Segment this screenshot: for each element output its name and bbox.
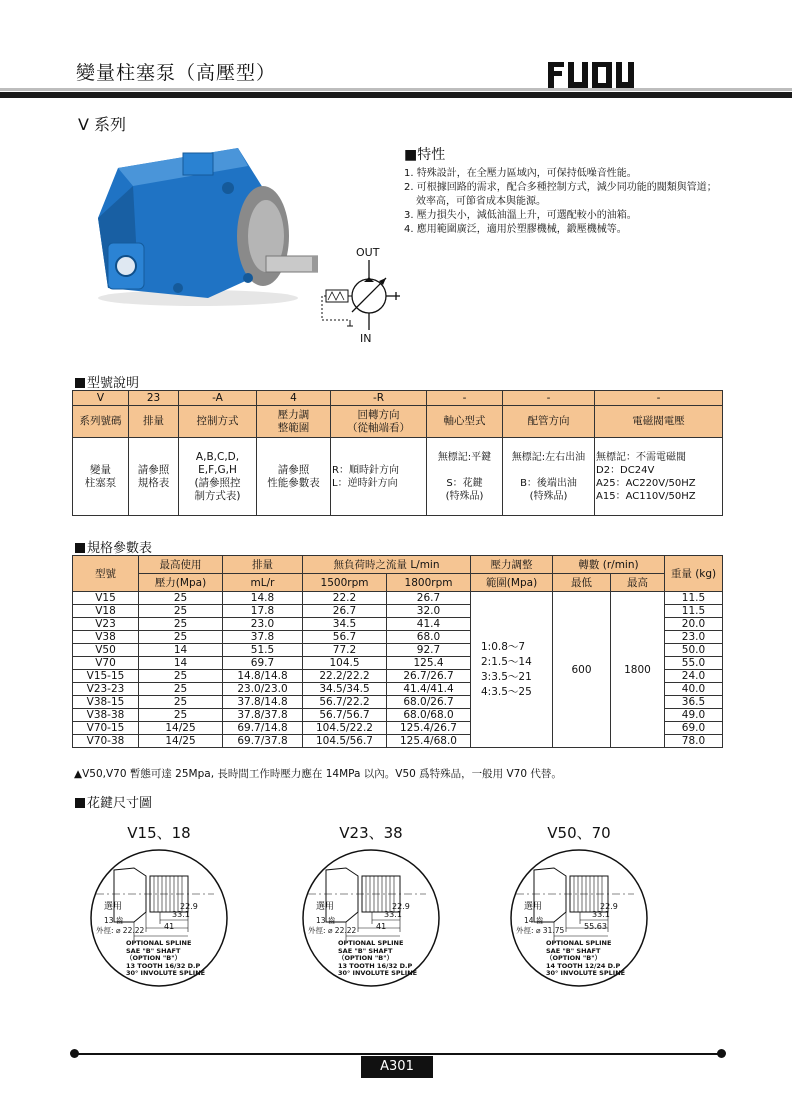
spec-cell: 55.0 <box>665 657 723 670</box>
spec-cell: V23 <box>73 618 139 631</box>
spline-outer-diameter: 外徑: ⌀ 31.75 <box>516 926 565 935</box>
spec-cell: 69.7/14.8 <box>223 722 303 735</box>
spec-cell: 25 <box>139 618 223 631</box>
feature-item: 1. 特殊設計，在全壓力區域內，可保持低噪音性能。 <box>404 168 637 179</box>
header-cell: 控制方式 <box>179 406 257 438</box>
header-cell: 軸心型式 <box>427 406 503 438</box>
spec-cell: 56.7/56.7 <box>303 709 387 722</box>
spline-dim-1: 22.9 <box>180 902 198 911</box>
spline-dim-2: 33.1 <box>592 910 610 919</box>
spline-dim-3: 41 <box>164 922 175 931</box>
spec-cell: 40.0 <box>665 683 723 696</box>
feature-item: 4. 應用範圍廣泛，適用於塑膠機械，鍛壓機械等。 <box>404 224 627 235</box>
spline-outer-diameter: 外徑: ⌀ 22.22 <box>96 926 145 935</box>
value-cell: 請參照 規格表 <box>129 438 179 516</box>
series-title: V 系列 <box>78 115 127 134</box>
spline-title: V23、38 <box>339 824 403 842</box>
spec-header-flow: 無負荷時之流量 L/min <box>303 556 471 574</box>
spec-cell: 23.0/23.0 <box>223 683 303 696</box>
square-bullet-icon <box>75 543 85 553</box>
spec-cell: 125.4/68.0 <box>387 735 471 748</box>
spec-header-weight: 重量 (kg) <box>665 556 723 592</box>
spec-cell: 56.7 <box>303 631 387 644</box>
code-cell: - <box>503 391 595 406</box>
spec-cell: 26.7 <box>303 605 387 618</box>
spec-cell: 1800 <box>611 592 665 748</box>
features-list <box>404 167 724 237</box>
header-bar <box>0 88 792 98</box>
spec-cell: 104.5/22.2 <box>303 722 387 735</box>
spec-header-max-pressure: 最高使用 <box>139 556 223 574</box>
spec-cell: 69.7 <box>223 657 303 670</box>
value-cell: 變量 柱塞泵 <box>73 438 129 516</box>
spline-spec: OPTIONAL SPLINE SAE "B" SHAFT （OPTION "B"） 13 TOOTH 16/32 D.P 30° INVOLUTE SPLINE <box>338 939 418 977</box>
code-cell: V <box>73 391 129 406</box>
spec-header-model: 型號 <box>73 556 139 592</box>
spec-cell: V38-15 <box>73 696 139 709</box>
spec-cell: 104.5/56.7 <box>303 735 387 748</box>
spec-cell: 25 <box>139 683 223 696</box>
spec-cell: 23.0 <box>665 631 723 644</box>
spline-dim-1: 22.9 <box>392 902 410 911</box>
spec-cell: 20.0 <box>665 618 723 631</box>
spec-header-flow-1500: 1500rpm <box>303 574 387 592</box>
value-cell: 無標記：不需電磁閥 D2：DC24V A25：AC220V/50HZ A15：AC110V/50HZ <box>595 438 723 516</box>
spec-cell: 11.5 <box>665 605 723 618</box>
value-cell: 無標記:平鍵 S：花鍵 (特殊品) <box>427 438 503 516</box>
brand-logo <box>546 56 636 92</box>
spec-header-pressure-adj: 壓力調整 <box>471 556 553 574</box>
spec-cell: 125.4/26.7 <box>387 722 471 735</box>
spline-select-label: 選用 <box>316 902 335 912</box>
spec-cell: 50.0 <box>665 644 723 657</box>
spec-cell: 78.0 <box>665 735 723 748</box>
spec-cell: 26.7/26.7 <box>387 670 471 683</box>
spec-header-speed-min: 最低 <box>553 574 611 592</box>
spec-cell: V15-15 <box>73 670 139 683</box>
spec-cell: 37.8/37.8 <box>223 709 303 722</box>
spec-cell: V70 <box>73 657 139 670</box>
spec-cell: 34.5 <box>303 618 387 631</box>
spec-cell: 25 <box>139 696 223 709</box>
spline-heading-text: 花鍵尺寸圖 <box>87 796 153 811</box>
spline-spec: OPTIONAL SPLINE SAE "B" SHAFT （OPTION "B"） 13 TOOTH 16/32 D.P 30° INVOLUTE SPLINE <box>126 939 206 977</box>
spec-cell: 36.5 <box>665 696 723 709</box>
code-cell: -A <box>179 391 257 406</box>
spec-cell: 68.0/68.0 <box>387 709 471 722</box>
value-cell: 無標記:左右出油 B：後端出油 (特殊品) <box>503 438 595 516</box>
spec-cell: 25 <box>139 670 223 683</box>
spec-heading-text: 規格參數表 <box>87 541 153 556</box>
spec-cell: 34.5/34.5 <box>303 683 387 696</box>
model-heading <box>75 372 139 391</box>
spec-cell: 25 <box>139 605 223 618</box>
spec-cell: 14 <box>139 657 223 670</box>
model-code-table <box>72 390 723 516</box>
spec-cell: 22.2 <box>303 592 387 605</box>
spec-cell: 51.5 <box>223 644 303 657</box>
spec-header-flow-1800: 1800rpm <box>387 574 471 592</box>
spline-dim-1: 22.9 <box>600 902 618 911</box>
spec-header-speed-max: 最高 <box>611 574 665 592</box>
spec-row <box>73 592 723 605</box>
spline-select-label: 選用 <box>104 902 123 912</box>
code-cell: - <box>595 391 723 406</box>
spec-cell: 23.0 <box>223 618 303 631</box>
outlet-label: OUT <box>356 246 380 259</box>
spec-cell: V18 <box>73 605 139 618</box>
spec-cell: 25 <box>139 631 223 644</box>
spec-table <box>72 555 723 748</box>
square-bullet-icon <box>75 378 85 388</box>
spline-select-label: 選用 <box>524 902 543 912</box>
spec-cell: 104.5 <box>303 657 387 670</box>
feature-item: 2. 可根據回路的需求，配合多種控制方式，減少同功能的閥類與管道；效率高，可節省成本與能源。 <box>404 182 717 207</box>
spec-cell: 68.0 <box>387 631 471 644</box>
spline-heading <box>75 792 152 811</box>
feature-item: 3. 壓力損失小，減低油溫上升，可選配較小的油箱。 <box>404 210 637 221</box>
spec-cell: V38 <box>73 631 139 644</box>
spec-cell: 14 <box>139 644 223 657</box>
spec-cell: V38-38 <box>73 709 139 722</box>
features-section <box>404 144 724 237</box>
spline-outer-diameter: 外徑: ⌀ 22.22 <box>308 926 357 935</box>
spec-cell: 17.8 <box>223 605 303 618</box>
spec-cell: 25 <box>139 709 223 722</box>
spec-cell: 11.5 <box>665 592 723 605</box>
spline-title: V50、70 <box>547 824 611 842</box>
header-cell: 回轉方向 （從軸端看） <box>331 406 427 438</box>
square-bullet-icon <box>75 798 85 808</box>
header-cell: 配管方向 <box>503 406 595 438</box>
spec-cell: 32.0 <box>387 605 471 618</box>
spline-title: V15、18 <box>127 824 191 842</box>
code-cell: - <box>427 391 503 406</box>
spec-cell: 68.0/26.7 <box>387 696 471 709</box>
spline-drawing <box>84 822 234 992</box>
spec-header-speed: 轉數 (r/min) <box>553 556 665 574</box>
spec-cell: 69.7/37.8 <box>223 735 303 748</box>
spec-header-displacement: 排量 <box>223 556 303 574</box>
code-cell: 4 <box>257 391 331 406</box>
value-cell: A,B,C,D, E,F,G,H (請參照控 制方式表) <box>179 438 257 516</box>
spline-dim-2: 33.1 <box>172 910 190 919</box>
spec-cell: 14.8 <box>223 592 303 605</box>
spline-drawing <box>296 822 446 992</box>
spline-spec: OPTIONAL SPLINE SAE "B" SHAFT （OPTION "B"） 14 TOOTH 12/24 D.P 30° INVOLUTE SPLINE <box>546 939 626 977</box>
spec-cell: V50 <box>73 644 139 657</box>
spline-teeth: 13 齒 <box>104 916 124 925</box>
inlet-label: IN <box>360 332 372 345</box>
spec-cell: 56.7/22.2 <box>303 696 387 709</box>
header-cell: 系列號碼 <box>73 406 129 438</box>
spec-cell: 22.2/22.2 <box>303 670 387 683</box>
footer-line <box>74 1053 722 1055</box>
spec-cell: 25 <box>139 592 223 605</box>
spec-note: ▲V50,V70 暫態可達 25Mpa, 長時間工作時壓力應在 14MPa 以內。V50 爲特殊品，一般用 V70 代替。 <box>74 768 562 780</box>
spline-dim-2: 33.1 <box>384 910 402 919</box>
value-cell: R：順時針方向 L：逆時針方向 <box>331 438 427 516</box>
spec-cell: 49.0 <box>665 709 723 722</box>
footer-dot-right <box>717 1049 726 1058</box>
spec-cell: V70-15 <box>73 722 139 735</box>
spec-cell: 24.0 <box>665 670 723 683</box>
spec-cell: V15 <box>73 592 139 605</box>
spline-teeth: 13 齒 <box>316 916 336 925</box>
pump-symbol-icon <box>320 260 410 330</box>
spec-cell: 125.4 <box>387 657 471 670</box>
spec-header-displacement-unit: mL/r <box>223 574 303 592</box>
spec-cell: 77.2 <box>303 644 387 657</box>
code-cell: -R <box>331 391 427 406</box>
pump-illustration <box>88 148 318 308</box>
spec-heading <box>75 537 152 556</box>
header-cell: 電磁閥電壓 <box>595 406 723 438</box>
spec-cell: 37.8 <box>223 631 303 644</box>
spec-cell: 14.8/14.8 <box>223 670 303 683</box>
spec-header-max-pressure-unit: 壓力(Mpa) <box>139 574 223 592</box>
spec-cell: V70-38 <box>73 735 139 748</box>
header-cell: 壓力調 整範圍 <box>257 406 331 438</box>
spline-dim-3: 55.63 <box>584 922 607 931</box>
spec-cell: 41.4/41.4 <box>387 683 471 696</box>
spec-cell: 14/25 <box>139 722 223 735</box>
spec-cell: 600 <box>553 592 611 748</box>
features-heading: ■特性 <box>404 147 446 163</box>
spec-cell: V23-23 <box>73 683 139 696</box>
spline-drawing <box>504 822 654 992</box>
spec-cell: 37.8/14.8 <box>223 696 303 709</box>
spec-cell: 1:0.8～7 2:1.5～14 3:3.5～21 4:3.5～25 <box>471 592 553 748</box>
header-cell: 排量 <box>129 406 179 438</box>
spec-cell: 69.0 <box>665 722 723 735</box>
value-cell: 請參照 性能參數表 <box>257 438 331 516</box>
hydraulic-symbol <box>320 246 410 346</box>
spec-cell: 26.7 <box>387 592 471 605</box>
spec-cell: 14/25 <box>139 735 223 748</box>
code-cell: 23 <box>129 391 179 406</box>
page-number: A301 <box>361 1056 433 1078</box>
spline-dim-3: 41 <box>376 922 387 931</box>
spline-teeth: 14 齒 <box>524 916 544 925</box>
spec-cell: 41.4 <box>387 618 471 631</box>
spec-header-pressure-adj-unit: 範圍(Mpa) <box>471 574 553 592</box>
spec-cell: 92.7 <box>387 644 471 657</box>
page-title: 變量柱塞泵（高壓型） <box>76 62 277 84</box>
model-heading-text: 型號說明 <box>87 376 140 391</box>
